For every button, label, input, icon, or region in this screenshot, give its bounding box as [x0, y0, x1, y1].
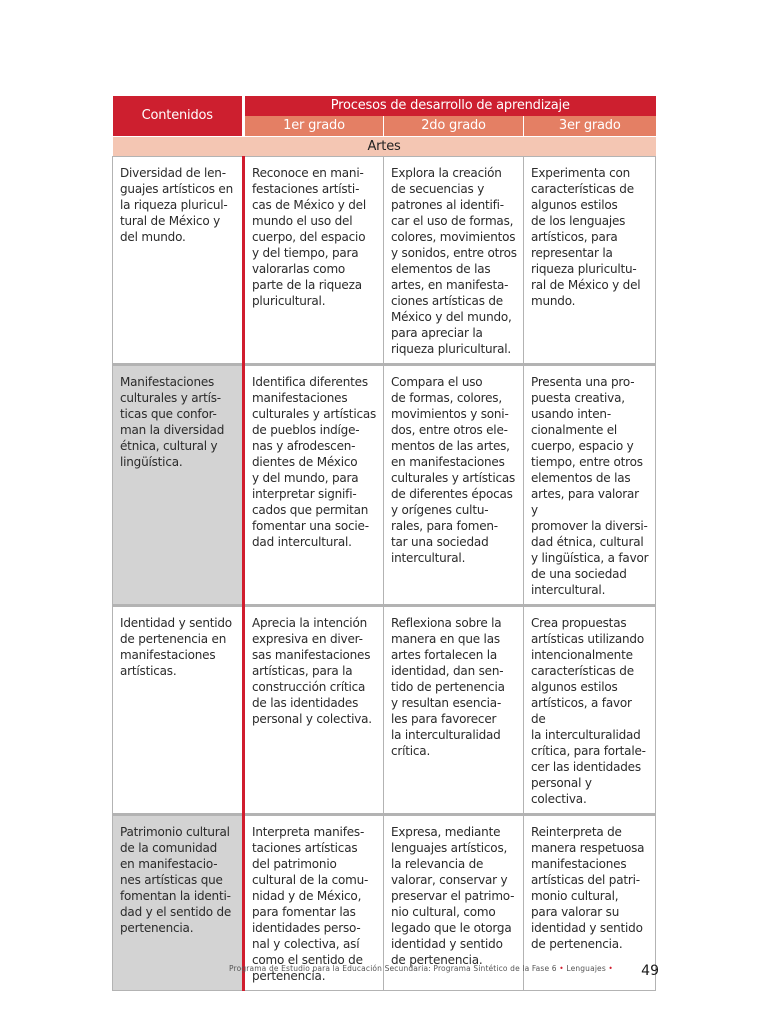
row-grade-2-text: Reflexiona sobre la manera en que las artes fortalecen la identidad, dan sen- tido de pertenencia y resultan esencia- les para favorecer la interculturalidad crítica.: [384, 606, 524, 815]
row-topic: Identidad y sentido de pertenencia en manifestaciones artísticas.: [113, 606, 244, 815]
area-header: Artes: [113, 137, 656, 157]
footer-section: Lenguajes: [566, 964, 606, 973]
row-topic: Diversidad de len- guajes artísticos en la riqueza pluricul- tural de México y del mundo.: [113, 157, 244, 365]
page-footer: [0, 964, 613, 973]
bullet-icon: •: [608, 964, 613, 973]
row-grade-2-text: Expresa, mediante lenguajes artísticos, la relevancia de valorar, conservar y preservar el patrimo- nio cultural, como legado que le otorga identidad y sentido de pertenencia.: [384, 815, 524, 991]
row-grade-1-text: Aprecia la intención expresiva en diver- sas manifestaciones artísticas, para la construcción crítica de las identidades personal y colectiva.: [244, 606, 384, 815]
row-topic: Manifestaciones culturales y artís- ticas que confor- man la diversidad étnica, cultural y lingüística.: [113, 365, 244, 606]
row-grade-3-text: Reinterpreta de manera respetuosa manifestaciones artísticas del patri- monio cultural, para valorar su identidad y sentido de pertenencia.: [524, 815, 656, 991]
row-grade-1-text: Interpreta manifes- taciones artísticas del patrimonio cultural de la comu- nidad y de México, para fomentar las identidades perso- nal y colectiva, así como el sentido de pertenencia.: [244, 815, 384, 991]
table-row: [113, 606, 656, 815]
bullet-icon: •: [559, 964, 564, 973]
row-topic: Patrimonio cultural de la comunidad en manifestacio- nes artísticas que fomentan la identi- dad y el sentido de pertenencia.: [113, 815, 244, 991]
header-grade-1: 1er grado: [244, 116, 384, 137]
curriculum-table: [112, 96, 656, 991]
page-number: 49: [641, 963, 659, 979]
row-grade-1-text: Identifica diferentes manifestaciones culturales y artísticas de pueblos indíge- nas y afrodescen- dientes de México y del mundo, para interpretar signifi- cados que permitan fomentar una socie- dad intercultural.: [244, 365, 384, 606]
header-contenidos: Contenidos: [113, 96, 244, 137]
header-grade-2: 2do grado: [384, 116, 524, 137]
header-procesos: Procesos de desarrollo de aprendizaje: [244, 96, 656, 116]
row-grade-2-text: Explora la creación de secuencias y patrones al identifi- car el uso de formas, colores, movimientos y sonidos, entre otros elementos de las artes, en manifesta- ciones artísticas de México y del mundo, para apreciar la riqueza pluricultural.: [384, 157, 524, 365]
footer-program-text: Programa de Estudio para la Educación Secundaria: Programa Sintético de la Fase 6: [228, 964, 557, 973]
row-grade-2-text: Compara el uso de formas, colores, movimientos y soni- dos, entre otros ele- mentos de las artes, en manifestaciones culturales y artísticas de diferentes épocas y orígenes cultu- rales, para fomen- tar una sociedad intercultural.: [384, 365, 524, 606]
row-grade-3-text: Crea propuestas artísticas utilizando intencionalmente características de algunos estilos artísticos, a favor de la interculturalidad crítica, para fortale- cer las identidades personal y colectiva.: [524, 606, 656, 815]
table-row: [113, 365, 656, 606]
row-grade-1-text: Reconoce en mani- festaciones artísti- cas de México y del mundo el uso del cuerpo, del espacio y del tiempo, para valorarlas como parte de la riqueza pluricultural.: [244, 157, 384, 365]
header-grade-3: 3er grado: [524, 116, 656, 137]
table-row: [113, 157, 656, 365]
row-grade-3-text: Experimenta con características de algunos estilos de los lenguajes artísticos, para representar la riqueza pluricultu- ral de México y del mundo.: [524, 157, 656, 365]
row-grade-3-text: Presenta una pro- puesta creativa, usando inten- cionalmente el cuerpo, espacio y tiempo, entre otros elementos de las artes, para valorar y promover la diversi- dad étnica, cultural y lingüística, a favor de una sociedad intercultural.: [524, 365, 656, 606]
